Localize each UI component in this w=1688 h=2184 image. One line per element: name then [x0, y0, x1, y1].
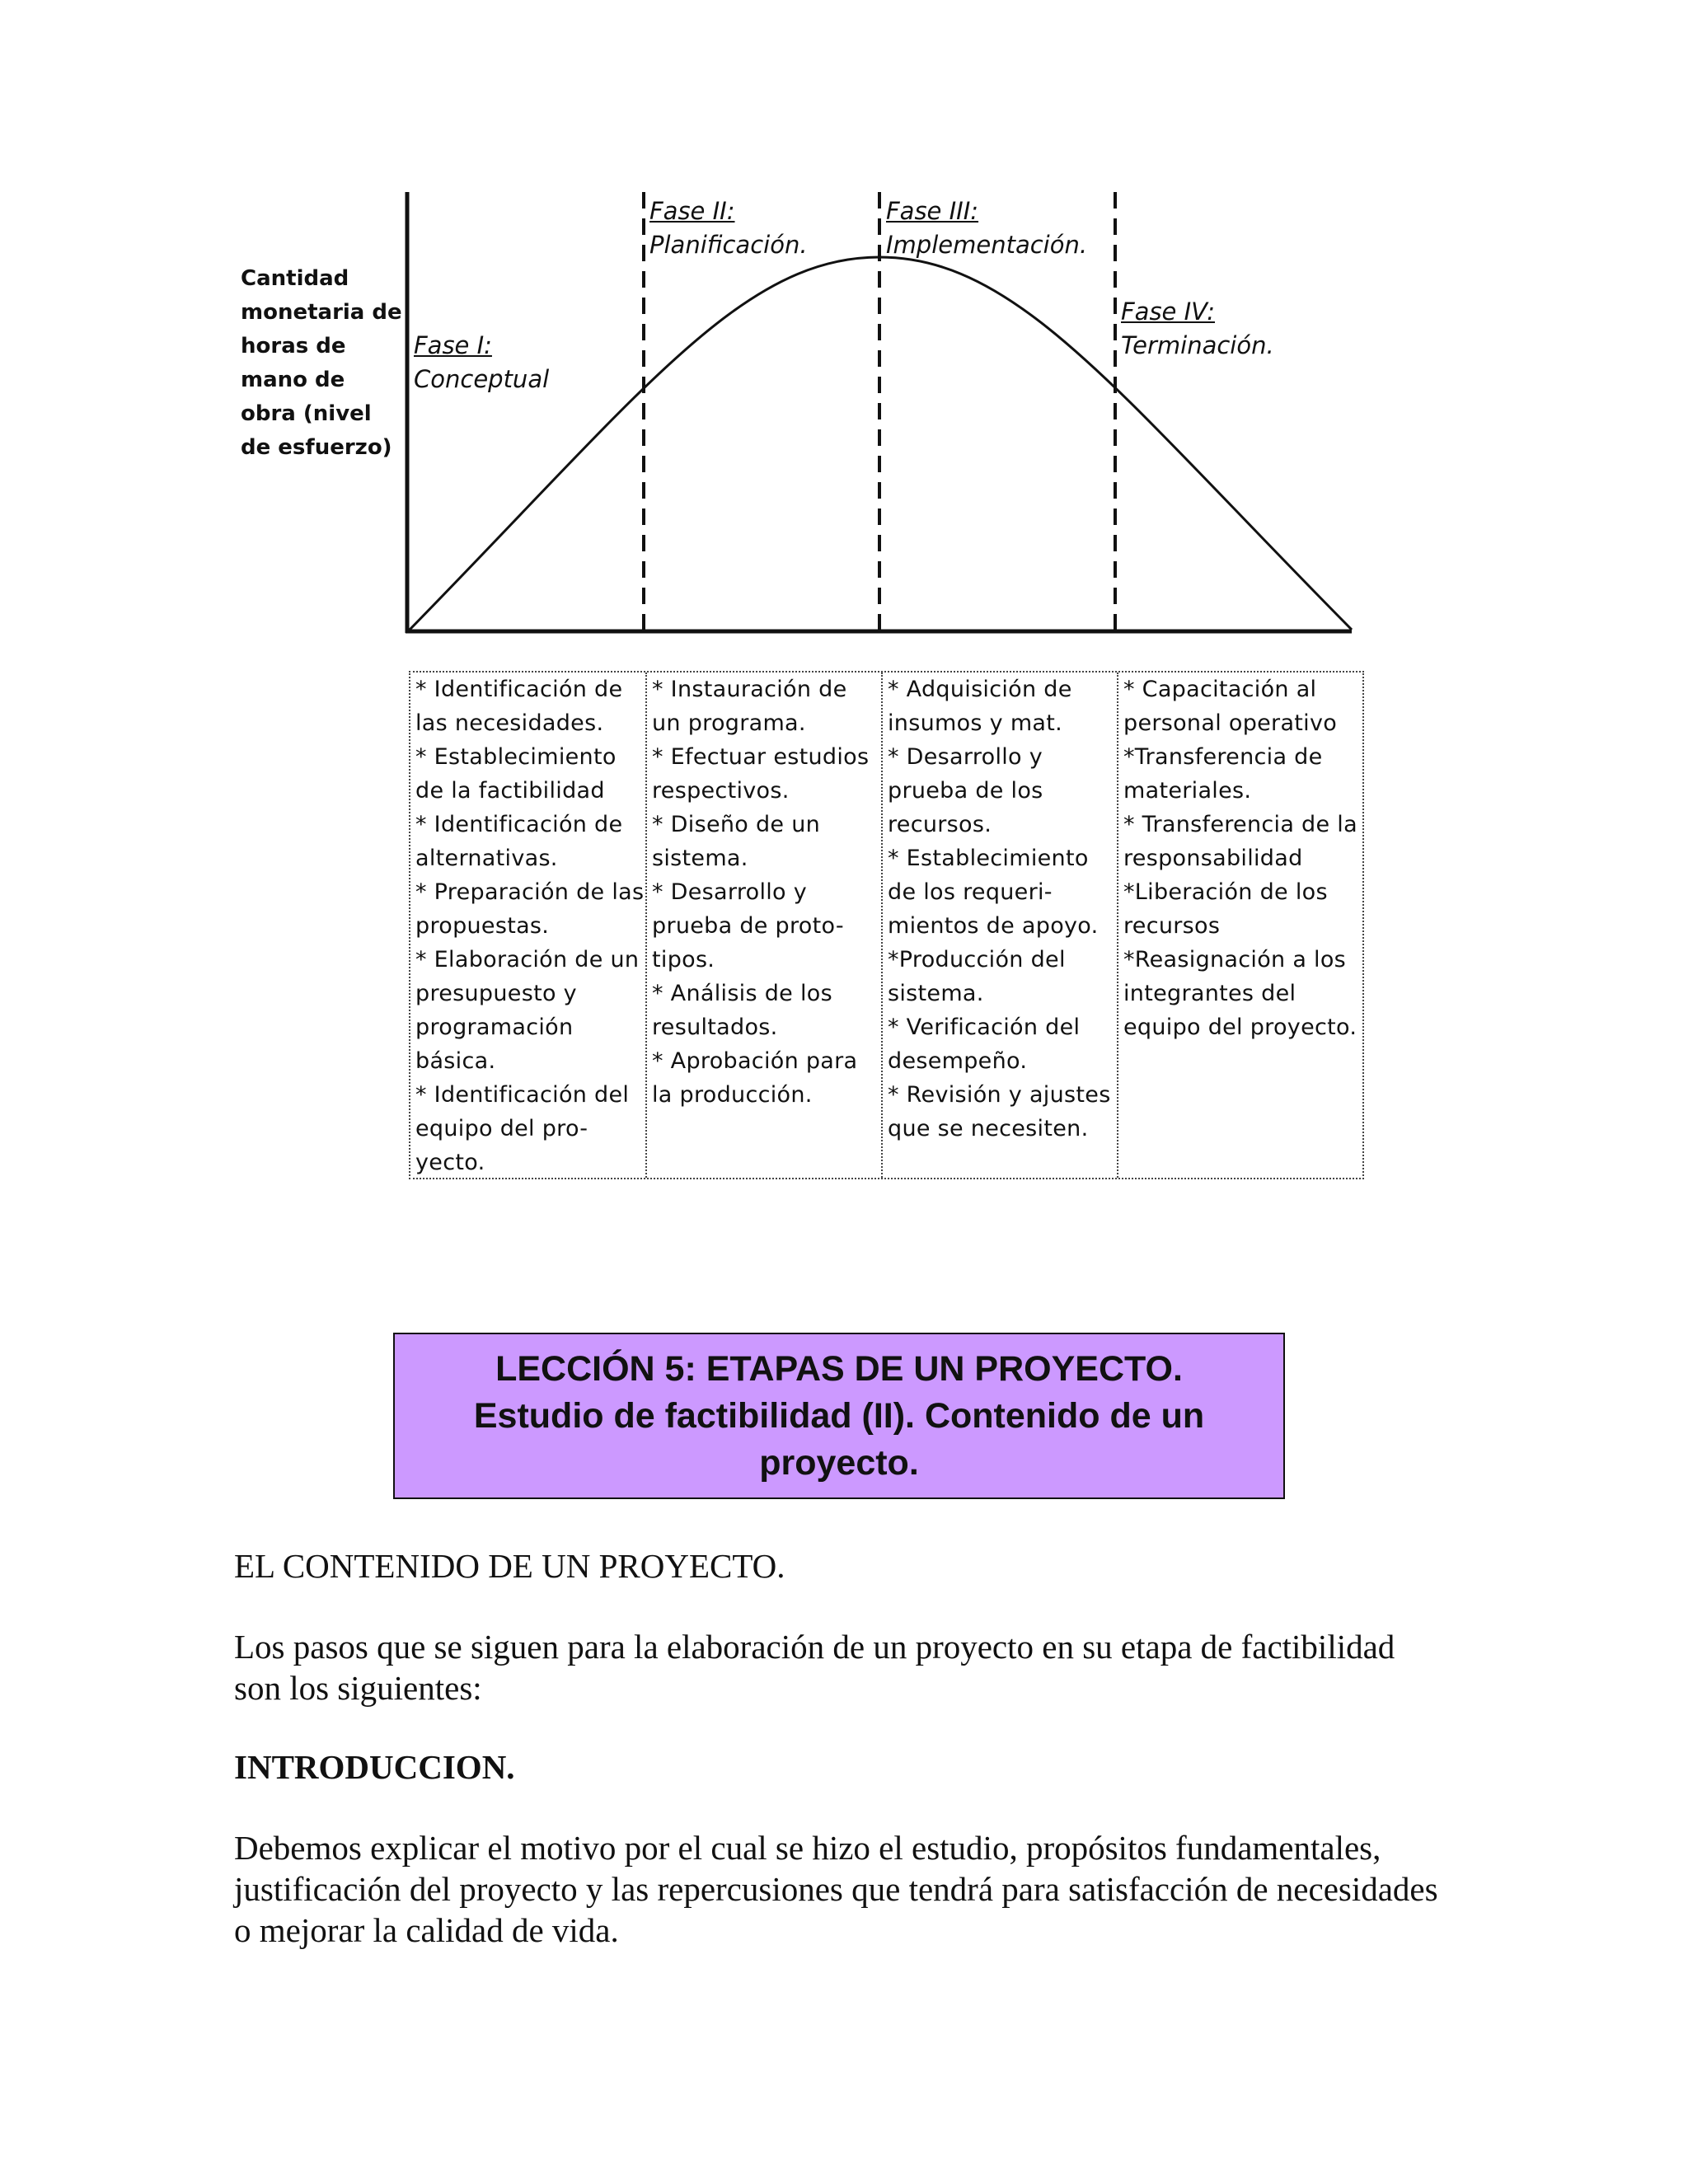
body-paragraph: Debemos explicar el motivo por el cual se hizo el estudio, propósitos fundamentales, justificación del proyecto y las repercusiones que tendrá para satisfacción de necesidades o mejorar la calidad de vida. — [234, 1829, 1438, 1949]
task-item: * Verificación del desempeño. — [888, 1015, 1081, 1074]
task-item: *Transferencia de materiales. — [1123, 744, 1323, 804]
phase-4-desc: Terminación. — [1121, 331, 1274, 359]
task-item: * Revisión y ajustes que se necesiten. — [888, 1082, 1111, 1141]
task-item: * Desarrollo y prueba de proto-tipos. — [652, 879, 844, 972]
task-item: * Establecimiento de la factibilidad — [415, 744, 617, 804]
task-item: * Desarrollo y prueba de los recursos. — [888, 744, 1043, 837]
phase-2-desc: Planificación. — [649, 231, 808, 259]
phase-4-name: Fase IV: — [1121, 298, 1216, 326]
task-item: * Identificación de las necesidades. — [415, 677, 623, 736]
phase-2-tasks — [647, 673, 883, 1178]
phase-3-label — [886, 194, 1087, 262]
task-item: * Adquisición de insumos y mat. — [888, 677, 1072, 736]
section-heading: EL CONTENIDO DE UN PROYECTO. — [234, 1547, 785, 1585]
task-item: * Análisis de los resultados. — [652, 981, 832, 1040]
task-item: *Producción del sistema. — [888, 947, 1066, 1006]
phase-1-tasks — [410, 673, 647, 1178]
task-item: * Transferencia de la responsabilidad — [1123, 812, 1357, 871]
phase-3-tasks — [883, 673, 1118, 1178]
subheading: INTRODUCCION. — [234, 1748, 515, 1786]
phase-1-name: Fase I: — [414, 331, 492, 359]
intro-paragraph: Los pasos que se siguen para la elaboración de un proyecto en su etapa de factibilidad son los siguientes: — [234, 1628, 1395, 1707]
phase-2-label — [649, 194, 808, 262]
task-item: * Instauración de un programa. — [652, 677, 847, 736]
task-item: * Identificación del equipo del pro-yecto. — [415, 1082, 630, 1175]
task-item: * Elaboración de un presupuesto y programación básica. — [415, 947, 640, 1074]
task-item: * Diseño de un sistema. — [652, 812, 821, 871]
task-item: * Preparación de las propuestas. — [415, 879, 645, 939]
task-item: * Establecimiento de los requeri-mientos de apoyo. — [888, 846, 1099, 939]
phase-4-label — [1121, 295, 1274, 363]
task-item: *Liberación de los recursos — [1123, 879, 1328, 939]
task-item: * Efectuar estudios respectivos. — [652, 744, 870, 804]
phase-4-tasks — [1118, 673, 1362, 1178]
task-item: * Capacitación al personal operativo — [1123, 677, 1338, 736]
phase-2-name: Fase II: — [649, 197, 735, 225]
phase-3-desc: Implementación. — [886, 231, 1088, 259]
phase-1-label — [414, 329, 549, 396]
task-item: * Aprobación para la producción. — [652, 1048, 858, 1108]
phase-1-desc: Conceptual — [414, 365, 550, 393]
lesson-title: LECCIÓN 5: ETAPAS DE UN PROYECTO. Estudio de factibilidad (II). Contenido de un proyecto. — [473, 1348, 1205, 1483]
y-axis-label: Cantidad monetaria de horas de mano de obra (nivel de esfuerzo) — [241, 266, 402, 460]
lesson-title-box — [393, 1333, 1285, 1499]
phase-tasks-table — [409, 671, 1364, 1179]
task-item: * Identificación de alternativas. — [415, 812, 623, 871]
phase-3-name: Fase III: — [886, 197, 979, 225]
task-item: *Reasignación a los integrantes del equipo del proyecto. — [1123, 947, 1357, 1040]
